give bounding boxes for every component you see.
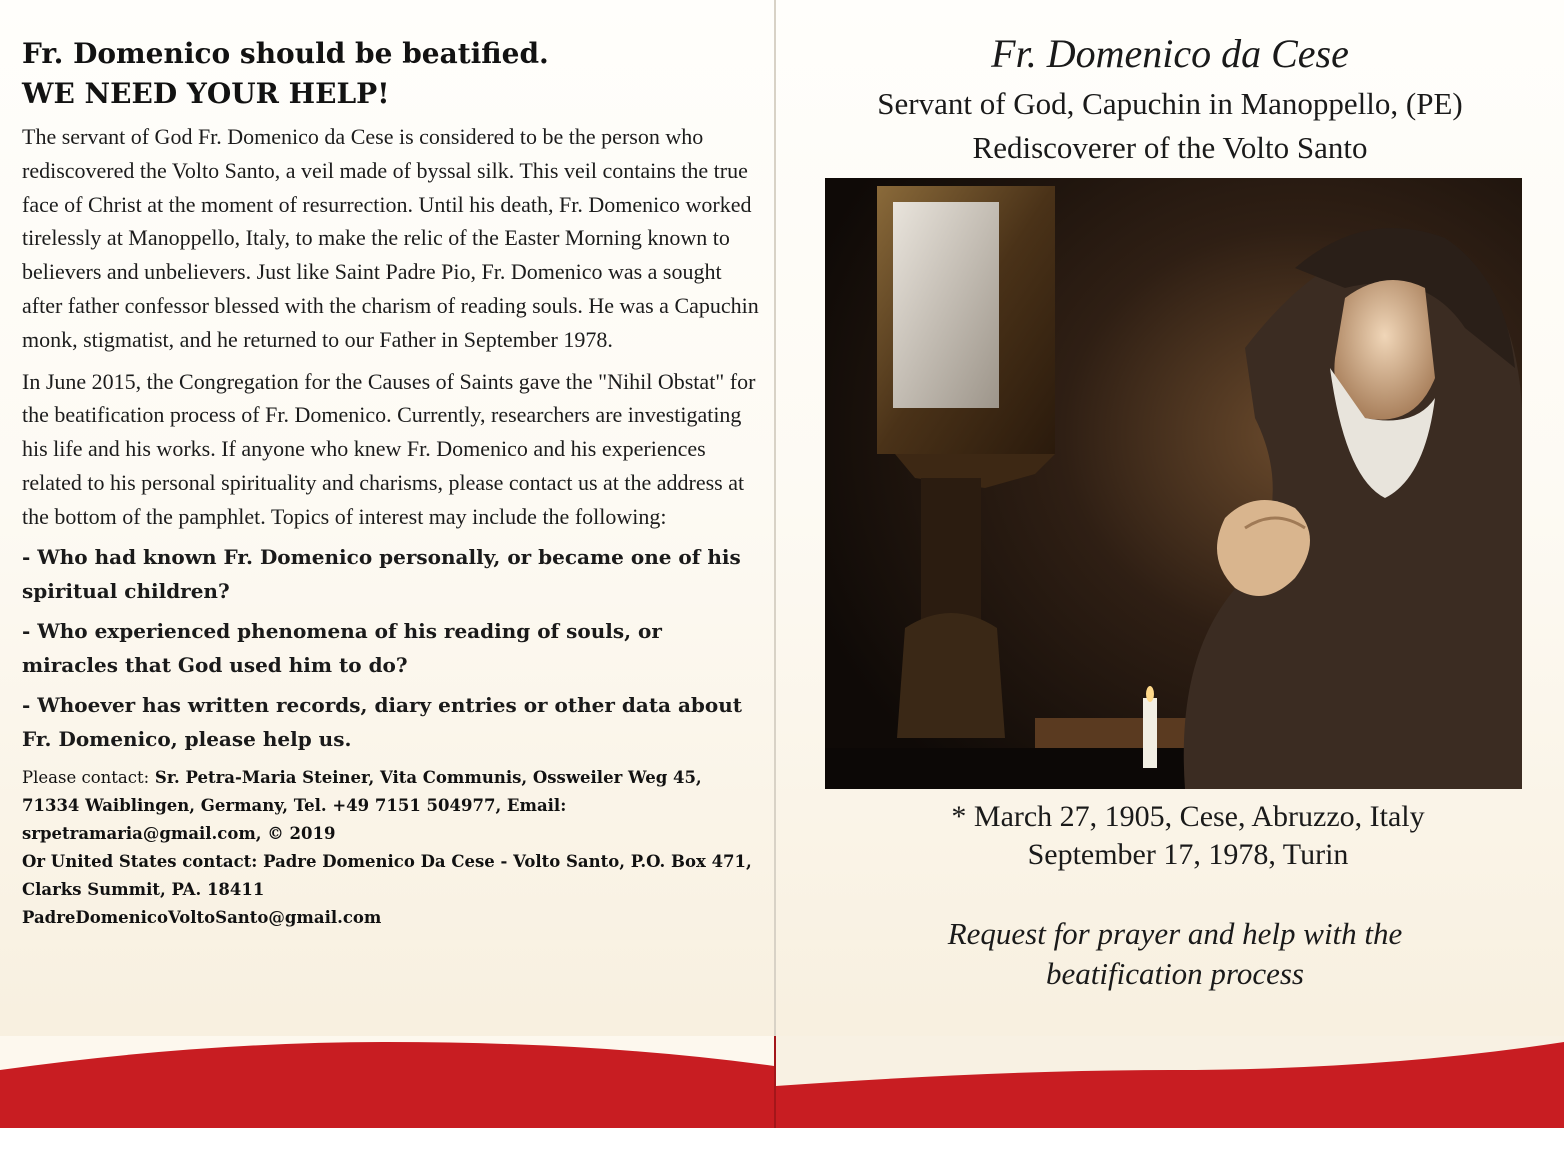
birth-date: * March 27, 1905, Cese, Abruzzo, Italy (951, 800, 1425, 833)
question-records: - Whoever has written records, diary entries or other data about Fr. Domenico, please help us. (22, 692, 743, 751)
question-phenomena: - Who experienced phenomena of his reading of souls, or miracles that God used him to do? (22, 618, 662, 677)
left-content (22, 34, 762, 932)
portrait-photo (825, 178, 1522, 789)
page-title: Fr. Domenico da Cese (991, 31, 1349, 76)
reliquary-glass (893, 202, 999, 408)
contact-label: Please contact: (22, 767, 150, 787)
subtitle-rediscoverer: Rediscoverer of the Volto Santo (972, 130, 1368, 165)
heading-beatified: Fr. Domenico should be beatified. (22, 37, 549, 70)
paragraph-history: The servant of God Fr. Domenico da Cese is considered to be the person who rediscovered the Volto Santo, a veil made of byssal silk. This veil contains the true face of Christ at the moment of resurrection. Until his death, Fr. Domenico worked tirelessly at Manoppello, Italy, to make the relic of the Easter Morning known to believers and unbelievers. Just like Saint Padre Pio, Fr. Domenico was a sought after father confessor blessed with the charism of reading souls. He was a Capuchin monk, stigmatist, and he returned to our Father in September 1978. (22, 124, 759, 352)
contact-email-usa[interactable]: PadreDomenicoVoltoSanto@gmail.com (22, 907, 382, 927)
heading-need-help: WE NEED YOUR HELP! (22, 77, 390, 110)
contact-usa: Or United States contact: Padre Domenico Da Cese - Volto Santo, P.O. Box 471, Clarks Summit, PA. 18411 (22, 851, 752, 899)
subtitle-servant: Servant of God, Capuchin in Manoppello, (PE) (877, 86, 1463, 121)
red-footer-band (0, 1036, 1564, 1128)
prayer-request: Request for prayer and help with the beatification process (947, 916, 1403, 991)
contact-block (22, 764, 762, 932)
fold-line (774, 0, 776, 1128)
question-known: - Who had known Fr. Domenico personally, or became one of his spiritual children? (22, 544, 741, 603)
contact-germany: Sr. Petra-Maria Steiner, Vita Communis, Ossweiler Weg 45, 71334 Waiblingen, Germany, Tel. +49 7151 504977, Email: srpetramaria@gmail.com, © 2019 (22, 767, 702, 843)
death-date: September 17, 1978, Turin (1027, 838, 1349, 871)
paragraph-process: In June 2015, the Congregation for the Causes of Saints gave the "Nihil Obstat" for the beatification process of Fr. Domenico. Currently, researchers are investigating his life and his works. If anyone who knew Fr. Domenico and his experiences related to his personal spirituality and charisms, please contact us at the address at the bottom of the pamphlet. Topics of interest may include the following: (22, 368, 756, 529)
